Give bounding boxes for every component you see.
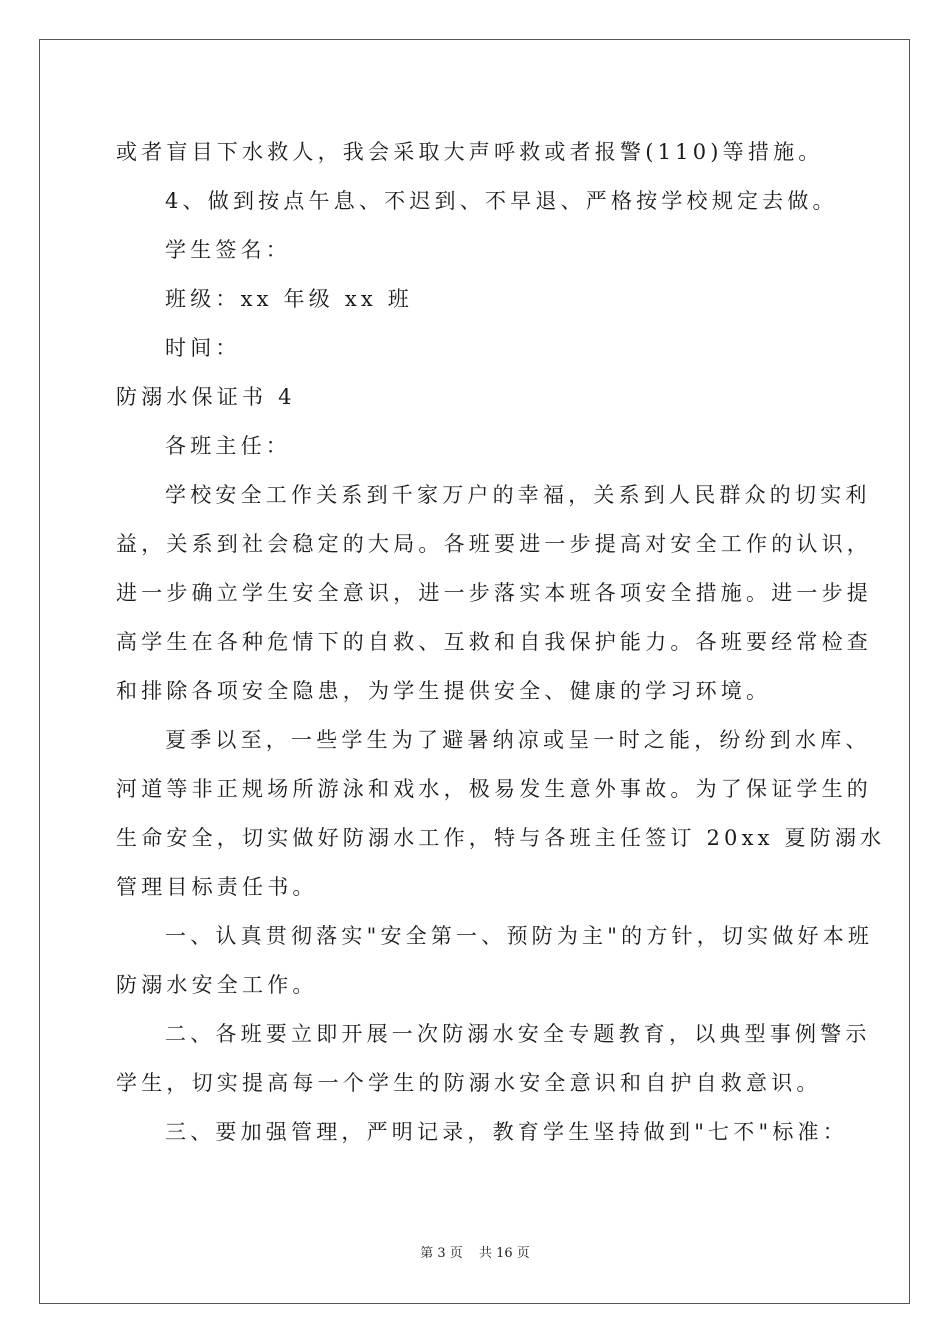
text-line: 夏季以至，一些学生为了避暑纳凉或呈一时之能，纷纷到水库、 xyxy=(165,728,871,752)
page-number: 第 3 页 xyxy=(420,1246,463,1261)
section-title: 防溺水保证书 4 xyxy=(116,385,296,409)
document-body xyxy=(116,128,886,1157)
text-line: 学校安全工作关系到千家万户的幸福，关系到人民群众的切实利 xyxy=(165,483,871,507)
text-line: 益，关系到社会稳定的大局。各班要进一步提高对安全工作的认识， xyxy=(116,532,872,556)
text-line: 学生，切实提高每一个学生的防溺水安全意识和自护自救意识。 xyxy=(116,1071,822,1095)
text-line: 进一步确立学生安全意识，进一步落实本班各项安全措施。进一步提 xyxy=(116,581,872,605)
page-total: 共 16 页 xyxy=(478,1246,530,1261)
class-label: 班级：xx 年级 xx 班 xyxy=(165,287,413,311)
text-line: 高学生在各种危情下的自救、互救和自我保护能力。各班要经常检查 xyxy=(116,630,872,654)
text-line: 三、要加强管理，严明记录，教育学生坚持做到"七不"标准： xyxy=(165,1120,848,1144)
text-line: 防溺水安全工作。 xyxy=(116,973,318,997)
salutation: 各班主任： xyxy=(165,434,291,458)
text-line: 4、做到按点午息、不迟到、不早退、严格按学校规定去做。 xyxy=(165,189,838,213)
time-label: 时间： xyxy=(165,336,241,360)
text-line: 二、各班要立即开展一次防溺水安全专题教育，以典型事例警示 xyxy=(165,1022,871,1046)
page-footer xyxy=(0,1242,950,1261)
text-line: 一、认真贯彻落实"安全第一、预防为主"的方针，切实做好本班 xyxy=(165,924,874,948)
text-line: 河道等非正规场所游泳和戏水，极易发生意外事故。为了保证学生的 xyxy=(116,777,872,801)
text-line: 生命安全，切实做好防溺水工作，特与各班主任签订 20xx 夏防溺水 xyxy=(116,826,886,850)
text-line: 和排除各项安全隐患，为学生提供安全、健康的学习环境。 xyxy=(116,679,772,703)
text-line: 管理目标责任书。 xyxy=(116,875,318,899)
signature-label: 学生签名： xyxy=(165,238,291,262)
text-line: 或者盲目下水救人，我会采取大声呼救或者报警(110)等措施。 xyxy=(116,140,824,164)
